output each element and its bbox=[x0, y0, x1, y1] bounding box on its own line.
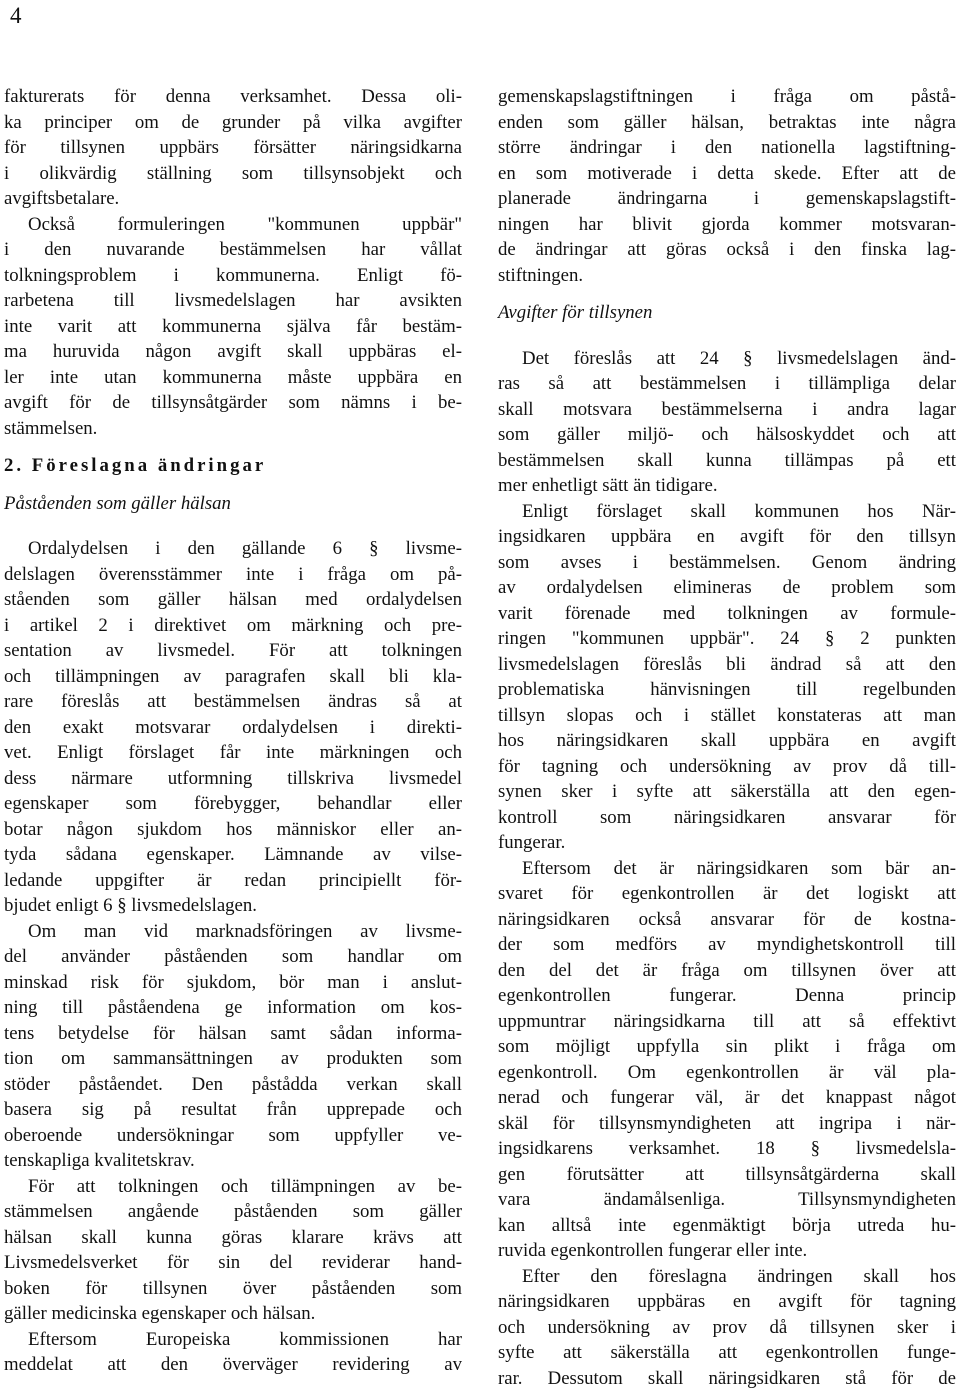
text-line: ruvida egenkontrollen fungerar eller inte. bbox=[498, 1240, 808, 1261]
text-line: mer enhetligt sätt än tidigare. bbox=[498, 475, 718, 496]
text-line: ingsidkarens verksamhet. 18 § livsmedelsla- bbox=[498, 1138, 956, 1159]
text-line: synen sker i syfte att säkerställa att den egen- bbox=[498, 781, 956, 802]
text-line: stämmelsen angående påståenden som gäller bbox=[4, 1201, 462, 1222]
text-line: gemenskapslagstiftningen i fråga om påstå- bbox=[498, 86, 956, 107]
text-line: ledande uppgifter är redan principiellt för- bbox=[4, 869, 462, 891]
paragraph-spacer bbox=[498, 326, 956, 346]
text-line: Ordalydelsen i den gällande 6 § livsme- bbox=[28, 538, 462, 559]
text-line: som möjligt uppfylla sin plikt i fråga om bbox=[498, 1036, 956, 1057]
text-line: och tillämpningen av paragrafen skall bli kla- bbox=[4, 665, 462, 687]
text-line: gäller medicinska egenskaper och hälsan. bbox=[4, 1303, 316, 1324]
text-line: nerad och fungerar väl, är det knappast något bbox=[498, 1087, 956, 1108]
text-line: kan alltså inte egenmäktigt börja utreda hu- bbox=[498, 1214, 956, 1236]
paragraph-spacer bbox=[498, 288, 956, 300]
text-line: tion om sammansättningen av produkten som bbox=[4, 1048, 462, 1069]
text-line: hos näringsidkaren skall uppbära en avgift bbox=[498, 730, 956, 751]
text-line: gen förutsätter att tillsynsåtgärderna skall bbox=[498, 1163, 956, 1185]
text-line: vara ändamålsenliga. Tillsynsmyndigheten bbox=[498, 1189, 956, 1210]
text-line: svaret för egenkontrollen är det logiskt att bbox=[498, 883, 956, 904]
text-line: Enligt förslaget skall kommunen hos När- bbox=[522, 500, 956, 522]
text-line: delslagen överensstämmer inte i fråga om på- bbox=[4, 563, 462, 585]
text-line: större ändringar i den nationella lagstiftning- bbox=[498, 137, 956, 158]
text-line: problematiska hänvisningen till regelbunden bbox=[498, 679, 956, 700]
text-line: enden som gäller hälsan, betraktas inte några bbox=[498, 111, 956, 133]
text-line: ståenden som gäller hälsan med ordalydelsen bbox=[4, 589, 462, 610]
text-line: fungerar. bbox=[498, 832, 566, 853]
text-line: planerade ändringarna i gemenskapslagstift- bbox=[498, 188, 956, 209]
text-line: ler inte utan kommunerna måste uppbära en bbox=[4, 366, 462, 388]
text-line: rarbetena till livsmedelslagen har avsikten bbox=[4, 290, 462, 311]
text-line: rar. Dessutom skall näringsidkaren stå för de bbox=[498, 1367, 956, 1389]
text-line: tyda sådana egenskaper. Lämnande av vilse- bbox=[4, 844, 462, 865]
text-line: egenkontroll. Om egenkontrollen är väl pla- bbox=[498, 1061, 956, 1083]
text-line: avgift för de tillsynsåtgärder som nämns i be- bbox=[4, 392, 462, 413]
text-line: ringen "kommunen uppbär". 24 § 2 punkten bbox=[498, 628, 956, 649]
page-number: 4 bbox=[10, 3, 22, 28]
text-line: som avses i bestämmelsen. Genom ändring bbox=[498, 551, 956, 573]
text-line: ma huruvida någon avgift skall uppbäras el- bbox=[4, 341, 462, 362]
text-line: dess närmare utformning tillskriva livsmedel bbox=[4, 767, 462, 789]
text-line: den exakt motsvarar ordalydelsen i direkti- bbox=[4, 716, 462, 738]
text-line: den del det är fråga om tillsynen över att bbox=[498, 959, 956, 981]
text-line: rare föreslås att bestämmelsen ändras så at bbox=[4, 691, 462, 712]
text-line: för tillsynen uppbärs försätter näringsidkarna bbox=[4, 137, 462, 158]
text-line: kontroll som näringsidkaren ansvarar för bbox=[498, 806, 956, 828]
left-text-column bbox=[4, 84, 462, 1378]
text-line: skall motsvara bestämmelserna i andra lagar bbox=[498, 398, 956, 420]
right-text-column bbox=[498, 84, 956, 1391]
text-line: basera sig på resultat från upprepade och bbox=[4, 1099, 462, 1120]
text-line: För att tolkningen och tillämpningen av be- bbox=[28, 1175, 462, 1197]
text-line: meddelat att den överväger revidering av bbox=[4, 1354, 462, 1375]
text-line: stämmelsen. bbox=[4, 417, 98, 439]
text-line: egenkontrollen fungerar. Denna princip bbox=[498, 985, 956, 1006]
text-line: Också formuleringen "kommunen uppbär" bbox=[28, 213, 462, 235]
text-line: uppmuntrar näringsidkarna till att så effektivt bbox=[498, 1010, 956, 1032]
text-line: en som motiverade i detta skede. Efter att de bbox=[498, 162, 956, 184]
text-line: näringsidkaren uppbäras en avgift för tagning bbox=[498, 1291, 956, 1312]
text-line: avgiftsbetalare. bbox=[4, 188, 120, 209]
text-line: för tagning och undersökning av prov då till- bbox=[498, 755, 956, 777]
text-line: och undersökning av prov då tillsynen sker i bbox=[498, 1316, 956, 1338]
text-line: livsmedelslagen föreslås bli ändrad så att den bbox=[498, 653, 956, 675]
subsection-heading: Påståenden som gäller hälsan bbox=[4, 492, 231, 514]
text-line: ning till påståendena ge information om kos- bbox=[4, 997, 462, 1018]
text-line: i den nuvarande bestämmelsen har vållat bbox=[4, 239, 462, 260]
text-line: ras så att bestämmelsen i tillämpliga delar bbox=[498, 373, 956, 394]
text-line: Eftersom det är näringsidkaren som bär an- bbox=[522, 857, 956, 879]
text-line: ningen har blivit gjorda kommer motsvaran- bbox=[498, 213, 956, 235]
paragraph-spacer bbox=[4, 441, 462, 453]
text-line: minskad risk för sjukdom, bör man i anslut- bbox=[4, 971, 462, 993]
text-line: fakturerats för denna verksamhet. Dessa oli- bbox=[4, 86, 462, 107]
text-line: bestämmelsen skall kunna tillämpas på ett bbox=[498, 449, 956, 471]
text-line: de ändringar att göras också i den finska lag- bbox=[498, 239, 956, 260]
text-line: sentation av livsmedel. För att tolkningen bbox=[4, 640, 462, 661]
text-line: näringsidkaren också ansvarar för de kostna- bbox=[498, 908, 956, 930]
text-line: tillsyn slopas och i stället konstateras att man bbox=[498, 704, 956, 726]
text-line: stiftningen. bbox=[498, 264, 584, 286]
text-line: der som medförs av myndighetskontroll till bbox=[498, 934, 956, 955]
paragraph-spacer bbox=[4, 479, 462, 491]
text-line: ka principer om de grunder på vilka avgifter bbox=[4, 111, 462, 133]
text-line: hälsan skall kunna göras klarare krävs att bbox=[4, 1226, 462, 1248]
text-line: som gäller miljö- och hälsoskyddet och att bbox=[498, 424, 956, 445]
text-line: syfte att säkerställa att egenkontrollen funge- bbox=[498, 1342, 956, 1363]
text-line: oberoende undersökningar som uppfyller ve- bbox=[4, 1124, 462, 1146]
text-line: av ordalydelsen elimineras de problem som bbox=[498, 577, 956, 598]
subsection-heading: Avgifter för tillsynen bbox=[498, 302, 653, 323]
text-line: Eftersom Europeiska kommissionen har bbox=[28, 1328, 462, 1350]
text-line: Om man vid marknadsföringen av livsme- bbox=[28, 920, 462, 942]
text-line: botar någon sjukdom hos människor eller an- bbox=[4, 818, 462, 840]
text-line: stöder påståendet. Den påstådda verkan skall bbox=[4, 1073, 462, 1095]
text-line: tolkningsproblem i kommunerna. Enligt fö- bbox=[4, 264, 462, 286]
text-line: skäl för tillsynsmyndigheten att ingripa i när- bbox=[498, 1112, 956, 1134]
text-line: egenskaper som förebygger, behandlar eller bbox=[4, 793, 462, 814]
text-line: bjudet enligt 6 § livsmedelslagen. bbox=[4, 895, 257, 916]
text-line: Det föreslås att 24 § livsmedelslagen änd- bbox=[522, 347, 956, 369]
paragraph-spacer bbox=[4, 516, 462, 536]
text-line: Efter den föreslagna ändringen skall hos bbox=[522, 1265, 956, 1287]
text-line: del använder påståenden som handlar om bbox=[4, 946, 462, 967]
text-line: i olikvärdig ställning som tillsynsobjekt och bbox=[4, 162, 462, 184]
text-line: i artikel 2 i direktivet om märkning och pre- bbox=[4, 614, 462, 636]
text-line: varit förenade med tolkningen av formule- bbox=[498, 602, 956, 624]
text-line: Livsmedelsverket för sin del reviderar hand- bbox=[4, 1252, 462, 1273]
text-line: tenskapliga kvalitetskrav. bbox=[4, 1150, 195, 1171]
text-line: vet. Enligt förslaget får inte märkningen och bbox=[4, 742, 462, 763]
text-line: ingsidkaren uppbära en avgift för den tillsyn bbox=[498, 526, 956, 547]
section-heading: 2. Föreslagna ändringar bbox=[4, 455, 267, 476]
text-line: boken för tillsynen över påståenden som bbox=[4, 1277, 462, 1299]
text-line: tens betydelse för hälsan samt sådan informa- bbox=[4, 1022, 462, 1044]
text-line: inte varit att kommunerna själva får bestäm- bbox=[4, 315, 462, 337]
